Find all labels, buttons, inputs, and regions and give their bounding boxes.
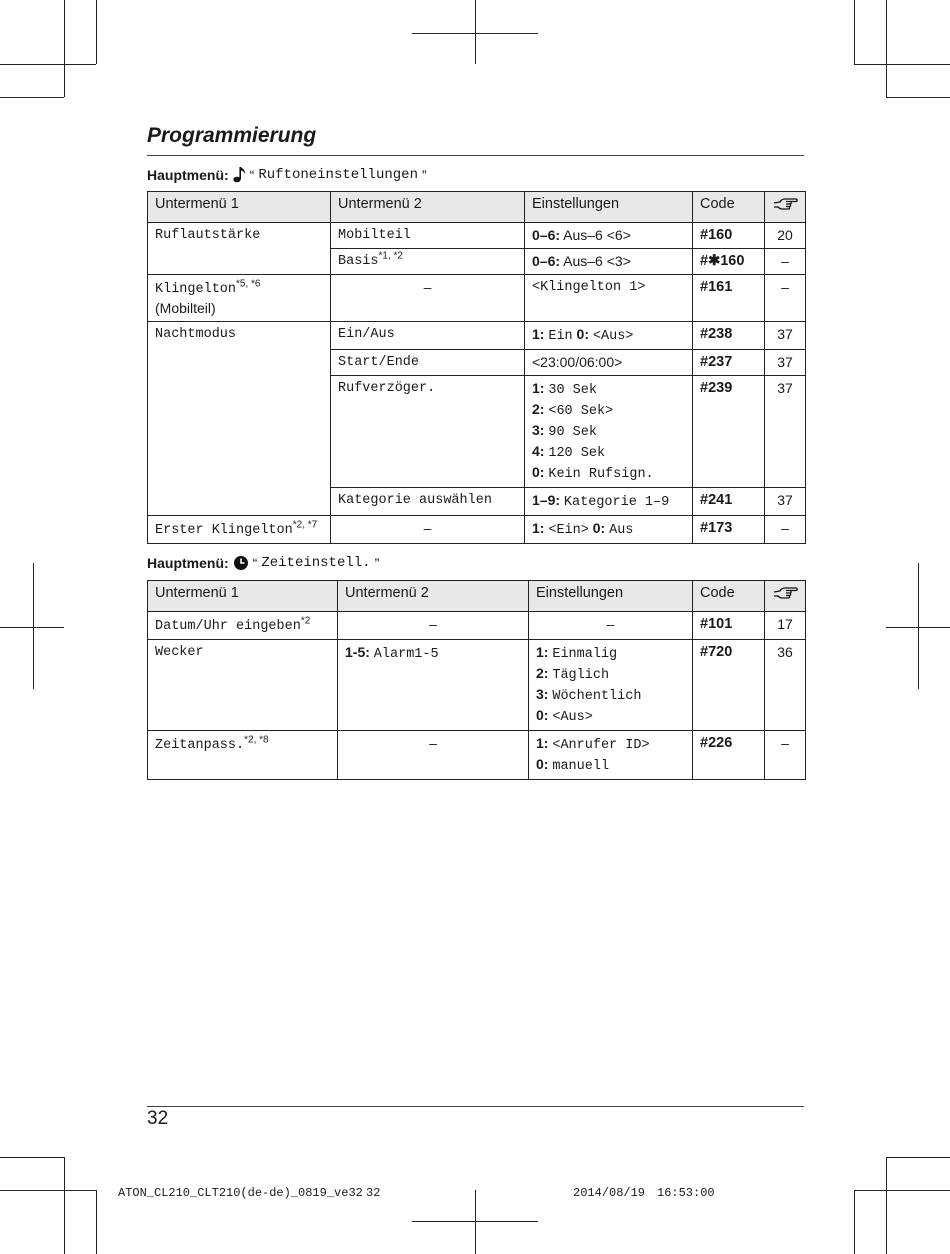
code-cell: #241 (693, 488, 765, 516)
reference-cell: 37 (765, 322, 806, 350)
setting-value: Einmalig (552, 647, 618, 662)
footer-time: 16:53:00 (657, 1186, 715, 1200)
submenu-1-cell: Nachtmodus (148, 322, 331, 350)
crop-mark (854, 1190, 855, 1254)
crop-mark (0, 64, 96, 65)
setting-value: Aus–6 <3> (560, 253, 631, 269)
submenu-1-label: Datum/Uhr eingeben (155, 619, 301, 634)
table-row (148, 376, 806, 488)
setting-value: manuell (552, 759, 610, 774)
setting-option (532, 463, 685, 484)
reference-cell: – (765, 249, 806, 275)
footnote-ref: *2, *7 (292, 519, 318, 531)
settings-cell (529, 731, 693, 780)
code-cell: #720 (693, 640, 765, 731)
settings-cell: <23:00/06:00> (525, 350, 693, 376)
crop-mark (854, 64, 950, 65)
setting-key: 3: (532, 422, 545, 438)
setting-option (536, 643, 685, 664)
header-settings: Einstellungen (525, 192, 693, 223)
crop-mark (0, 97, 64, 98)
crop-mark (918, 563, 919, 689)
ringtone-settings-table (147, 191, 806, 544)
time-settings-table (147, 580, 806, 780)
submenu-1-label: Klingelton (155, 282, 237, 297)
reference-cell: 17 (765, 612, 806, 640)
code-cell: #239 (693, 376, 765, 488)
submenu-1-cell (148, 249, 331, 275)
submenu-2-cell: – (331, 275, 525, 322)
table-row (148, 731, 806, 780)
main-menu-label: Hauptmenü: (147, 166, 229, 183)
reference-cell: 37 (765, 488, 806, 516)
submenu-2-cell (338, 640, 529, 731)
setting-key: 1: (536, 644, 549, 660)
reference-cell: 37 (765, 350, 806, 376)
settings-cell (525, 322, 693, 350)
setting-value: 120 Sek (548, 446, 606, 461)
header-submenu-2: Untermenü 2 (338, 581, 529, 612)
setting-value: 30 Sek (548, 383, 597, 398)
setting-option (532, 421, 685, 442)
table-row (148, 275, 806, 322)
submenu-1-label: Zeitanpass. (155, 738, 245, 753)
quote-close: ” (421, 166, 427, 183)
reference-cell: 37 (765, 376, 806, 488)
footer-date: 2014/08/19 (573, 1186, 646, 1200)
code-cell: #237 (693, 350, 765, 376)
crop-mark (96, 0, 97, 64)
submenu-1-note: (Mobilteil) (155, 300, 216, 316)
setting-value: Wöchentlich (552, 689, 642, 704)
submenu-1-label: Erster Klingelton (155, 523, 293, 538)
setting-value: <Anrufer ID> (552, 738, 650, 753)
code-cell: #161 (693, 275, 765, 322)
setting-key: 0–6: (532, 227, 561, 243)
settings-cell (529, 640, 693, 731)
submenu-2-cell: Ein/Aus (331, 322, 525, 350)
submenu-1-cell (148, 516, 331, 544)
code-cell: #238 (693, 322, 765, 350)
crop-mark (0, 1157, 64, 1158)
setting-key: 0: (536, 707, 549, 723)
setting-value: <Aus> (552, 710, 593, 725)
submenu-1-cell (148, 488, 331, 516)
header-submenu-2: Untermenü 2 (331, 192, 525, 223)
title-rule (147, 155, 804, 156)
code-prefix: # (700, 253, 709, 269)
setting-option (536, 685, 685, 706)
settings-cell (525, 223, 693, 249)
setting-value: <60 Sek> (548, 404, 614, 419)
setting-value: <Aus> (592, 329, 634, 344)
reference-cell: – (765, 516, 806, 544)
setting-key: 2: (536, 665, 549, 681)
footnote-ref: *1, *2 (378, 250, 403, 262)
submenu-1-cell (148, 612, 338, 640)
submenu-2-label: Alarm1-5 (373, 647, 439, 662)
crop-mark (475, 1190, 476, 1254)
crop-mark (33, 563, 34, 689)
page-number: 32 (147, 1108, 169, 1129)
crop-mark (0, 1190, 96, 1191)
footnote-ref: *5, *6 (236, 278, 261, 290)
submenu-2-cell: Mobilteil (331, 223, 525, 249)
header-code: Code (693, 192, 765, 223)
crop-mark (854, 1190, 950, 1191)
setting-key: 1: (532, 326, 545, 342)
settings-cell (525, 516, 693, 544)
setting-option (532, 400, 685, 421)
header-reference (765, 581, 806, 612)
code-suffix: 160 (720, 253, 745, 269)
reference-cell: – (765, 275, 806, 322)
settings-cell (525, 376, 693, 488)
setting-value: Aus (609, 523, 634, 538)
setting-option (536, 664, 685, 685)
setting-option (532, 379, 685, 400)
crop-mark (64, 0, 65, 97)
main-menu-name: Zeiteinstell. (261, 555, 371, 571)
setting-key: 3: (536, 686, 549, 702)
crop-mark (886, 97, 950, 98)
submenu-2-cell: – (331, 516, 525, 544)
reference-cell: 20 (765, 223, 806, 249)
submenu-2-cell: – (338, 731, 529, 780)
setting-option (536, 734, 685, 755)
settings-cell: – (529, 612, 693, 640)
main-menu-name: Ruftoneinstellungen (258, 166, 418, 183)
crop-mark (854, 0, 855, 64)
setting-option (536, 755, 685, 776)
table-row (148, 223, 806, 249)
pointing-hand-icon (772, 195, 798, 213)
settings-cell (525, 488, 693, 516)
code-cell (693, 249, 765, 275)
settings-cell: <Klingelton 1> (525, 275, 693, 322)
setting-key: 0: (536, 756, 549, 772)
table-row (148, 640, 806, 731)
footer-page: 32 (366, 1186, 381, 1200)
setting-value: 90 Sek (548, 425, 597, 440)
setting-key: 0: (592, 520, 606, 536)
star-key-icon: ✱ (708, 253, 721, 269)
crop-mark (886, 0, 887, 97)
main-menu-label: Hauptmenü: (147, 555, 229, 571)
table-row (148, 488, 806, 516)
crop-mark (475, 0, 476, 64)
setting-option (532, 442, 685, 463)
crop-mark (0, 627, 64, 628)
reference-cell: – (765, 731, 806, 780)
reference-cell: 36 (765, 640, 806, 731)
setting-key: 0: (532, 464, 545, 480)
setting-key: 1: (532, 380, 545, 396)
setting-value: Kein Rufsign. (548, 467, 654, 482)
setting-key: 1: (536, 735, 549, 751)
header-submenu-1: Untermenü 1 (148, 581, 338, 612)
quote-open: “ (249, 166, 255, 183)
table-header-row (148, 581, 806, 612)
setting-key: 0: (576, 326, 589, 342)
table-row (148, 322, 806, 350)
submenu-1-cell (148, 376, 331, 488)
submenu-1-cell: Ruflautstärke (148, 223, 331, 249)
code-cell: #173 (693, 516, 765, 544)
submenu-2-cell: Kategorie auswählen (331, 488, 525, 516)
main-menu-heading-ringtone (147, 166, 427, 183)
crop-mark (886, 1157, 950, 1158)
submenu-2-cell: Rufverzöger. (331, 376, 525, 488)
header-reference (765, 192, 806, 223)
settings-cell (525, 249, 693, 275)
crop-mark (886, 1157, 887, 1254)
clock-icon (233, 555, 249, 571)
code-cell: #101 (693, 612, 765, 640)
code-cell: #226 (693, 731, 765, 780)
submenu-1-cell (148, 731, 338, 780)
pointing-hand-icon (772, 584, 798, 602)
submenu-2-cell (331, 249, 525, 275)
setting-value: Täglich (552, 668, 610, 683)
table-header-row (148, 192, 806, 223)
footer-filename: ATON_CL210_CLT210(de-de)_0819_ve32 (118, 1186, 363, 1200)
setting-key: 1–9: (532, 492, 561, 508)
table-row (148, 350, 806, 376)
submenu-2-cell: Start/Ende (331, 350, 525, 376)
crop-mark (96, 1190, 97, 1254)
footnote-ref: *2 (300, 615, 311, 627)
submenu-1-cell (148, 350, 331, 376)
submenu-2-key: 1-5: (345, 644, 370, 660)
submenu-2-label: Basis (338, 254, 379, 269)
footer-rule (147, 1106, 804, 1107)
setting-key: 1: (532, 520, 545, 536)
submenu-2-cell: – (338, 612, 529, 640)
main-menu-heading-time (147, 555, 379, 571)
setting-key: 0–6: (532, 253, 561, 269)
code-cell: #160 (693, 223, 765, 249)
table-row (148, 612, 806, 640)
setting-value: Kategorie 1–9 (563, 495, 670, 510)
quote-open: “ (252, 555, 258, 571)
header-submenu-1: Untermenü 1 (148, 192, 331, 223)
crop-mark (64, 1157, 65, 1254)
setting-key: 4: (532, 443, 545, 459)
setting-value: <Ein> (548, 523, 589, 538)
header-settings: Einstellungen (529, 581, 693, 612)
setting-value: Ein (548, 329, 573, 344)
submenu-1-cell (148, 275, 331, 322)
page-title: Programmierung (147, 124, 317, 147)
setting-key: 2: (532, 401, 545, 417)
footnote-ref: *2, *8 (244, 734, 269, 746)
setting-value: Aus–6 <6> (560, 227, 631, 243)
table-row (148, 516, 806, 544)
submenu-1-cell: Wecker (148, 640, 338, 731)
music-note-icon (233, 166, 246, 183)
setting-option (536, 706, 685, 727)
header-code: Code (693, 581, 765, 612)
table-row (148, 249, 806, 275)
quote-close: ” (374, 555, 380, 571)
